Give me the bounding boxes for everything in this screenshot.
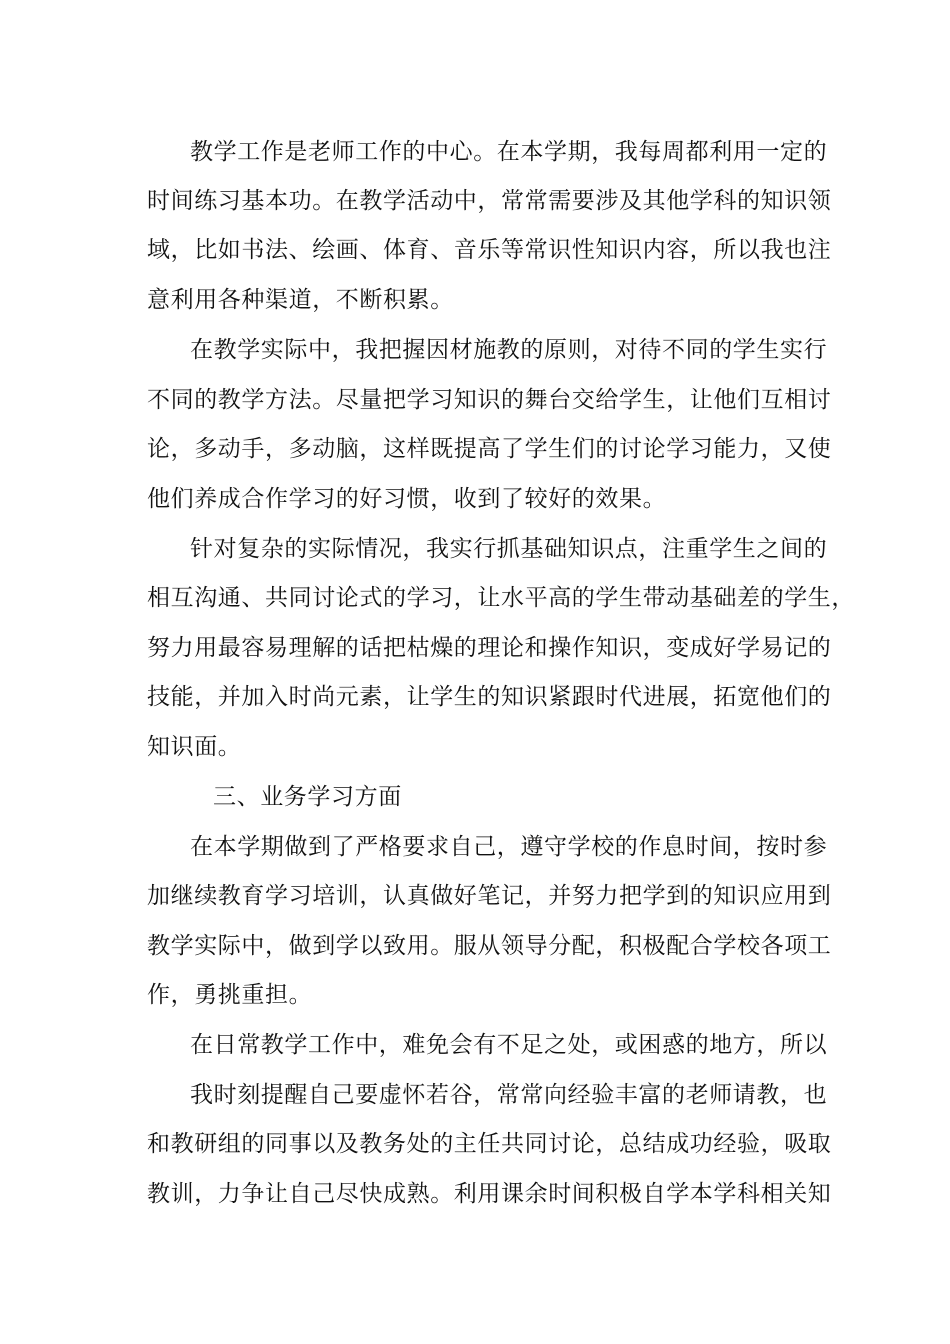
section-heading: 三、业务学习方面 [213, 784, 402, 810]
paragraph-1-line-4: 意利用各种渠道，不断积累。 [147, 287, 454, 313]
paragraph-3-line-5: 知识面。 [147, 734, 242, 760]
paragraph-3-line-1: 针对复杂的实际情况，我实行抓基础知识点，注重学生之间的 [190, 536, 828, 562]
paragraph-3-line-2: 相互沟通、共同讨论式的学习，让水平高的学生带动基础差的学生， [147, 585, 855, 611]
paragraph-2-line-3: 论，多动手，多动脑，这样既提高了学生们的讨论学习能力，又使 [147, 436, 832, 462]
paragraph-1-line-1: 教学工作是老师工作的中心。在本学期，我每周都利用一定的 [190, 139, 828, 165]
paragraph-1-line-3: 域，比如书法、绘画、体育、音乐等常识性知识内容，所以我也注 [147, 237, 832, 263]
paragraph-4-line-1: 在本学期做到了严格要求自己，遵守学校的作息时间，按时参 [190, 834, 828, 860]
paragraph-2-line-1: 在教学实际中，我把握因材施教的原则，对待不同的学生实行 [190, 337, 828, 363]
paragraph-1-line-2: 时间练习基本功。在教学活动中，常常需要涉及其他学科的知识领 [147, 188, 832, 214]
paragraph-3-line-3: 努力用最容易理解的话把枯燥的理论和操作知识，变成好学易记的 [147, 635, 832, 661]
paragraph-6-line-3: 教训，力争让自己尽快成熟。利用课余时间积极自学本学科相关知 [147, 1181, 832, 1207]
paragraph-4-line-3: 教学实际中，做到学以致用。服从领导分配，积极配合学校各项工 [147, 933, 832, 959]
paragraph-6-line-1: 我时刻提醒自己要虚怀若谷，常常向经验丰富的老师请教，也 [190, 1082, 828, 1108]
paragraph-3-line-4: 技能，并加入时尚元素，让学生的知识紧跟时代进展，拓宽他们的 [147, 684, 832, 710]
paragraph-4-line-2: 加继续教育学习培训，认真做好笔记，并努力把学到的知识应用到 [147, 883, 832, 909]
paragraph-5-line-1: 在日常教学工作中，难免会有不足之处，或困惑的地方，所以 [190, 1032, 828, 1058]
paragraph-4-line-4: 作，勇挑重担。 [147, 982, 313, 1008]
paragraph-2-line-4: 他们养成合作学习的好习惯，收到了较好的效果。 [147, 486, 667, 512]
paragraph-2-line-2: 不同的教学方法。尽量把学习知识的舞台交给学生，让他们互相讨 [147, 387, 832, 413]
paragraph-6-line-2: 和教研组的同事以及教务处的主任共同讨论，总结成功经验，吸取 [147, 1131, 832, 1157]
